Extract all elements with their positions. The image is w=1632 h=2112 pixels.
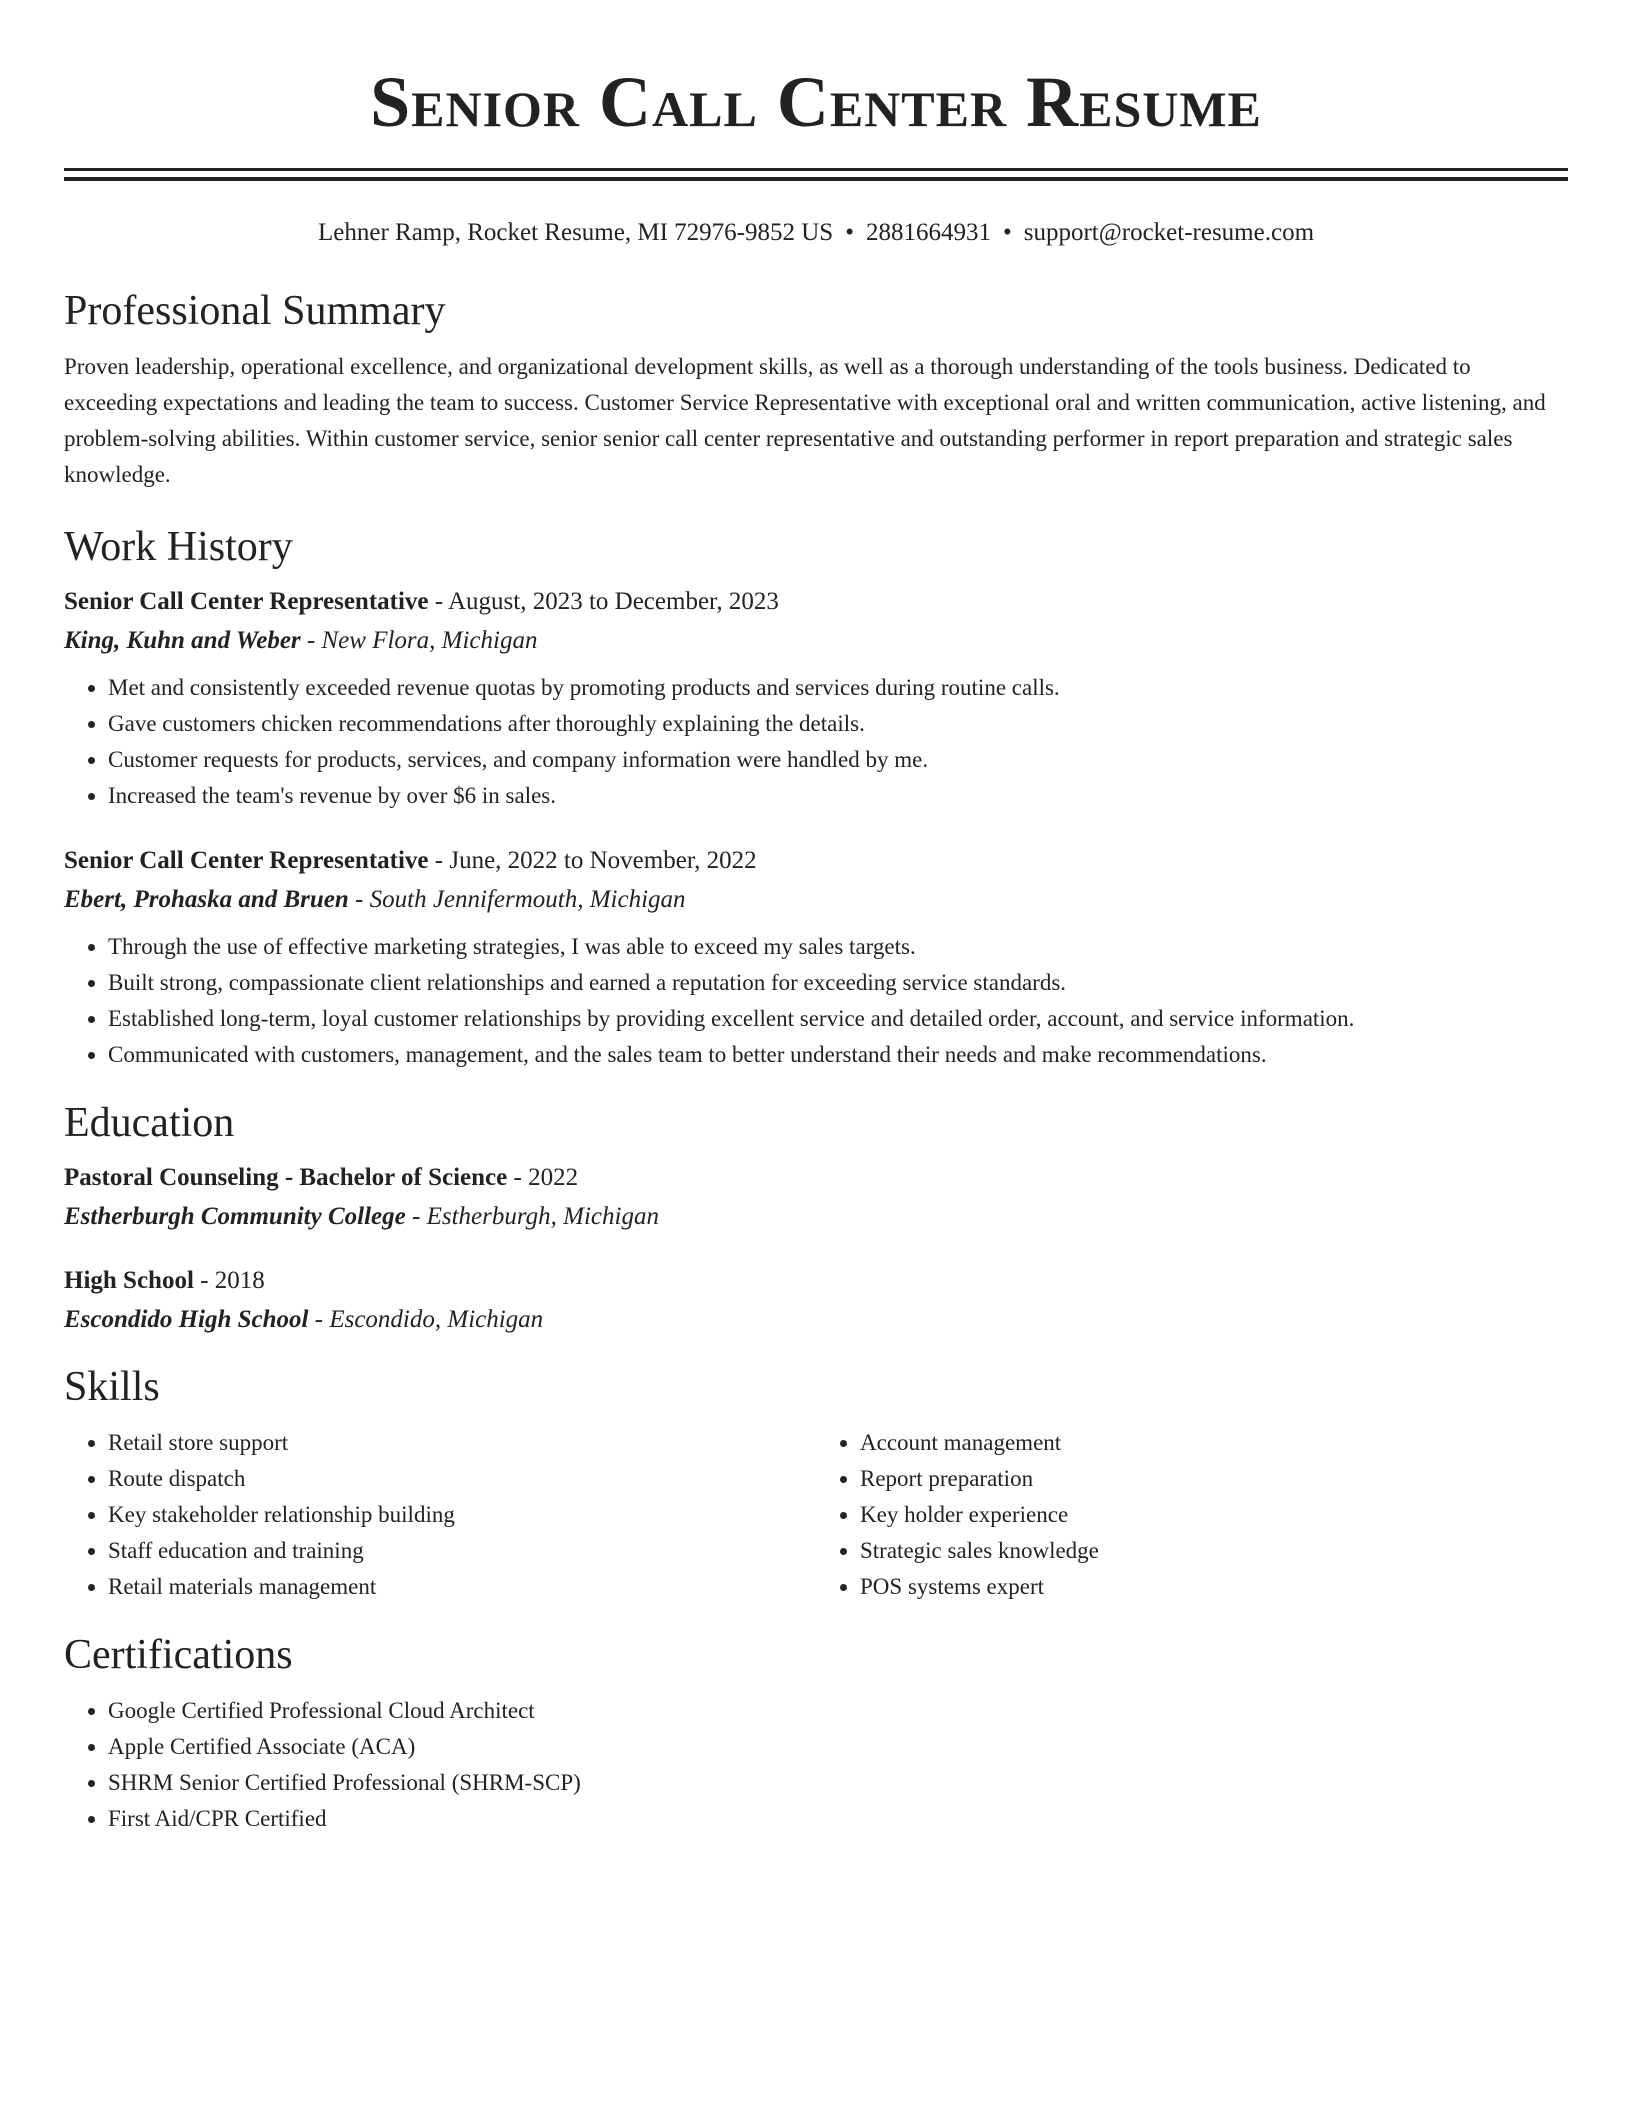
certifications-list: [64, 1693, 1568, 1837]
job-company: King, Kuhn and Weber: [64, 627, 301, 654]
list-item: • Key stakeholder relationship building: [108, 1497, 816, 1533]
skills-grid: [64, 1413, 1568, 1605]
job-location: - New Flora, Michigan: [300, 627, 538, 654]
list-item: • Report preparation: [860, 1461, 1568, 1497]
job-entry: [64, 844, 1568, 1073]
job-bullets: [64, 670, 1568, 814]
list-item: • Staff education and training: [108, 1533, 816, 1569]
degree-line: [64, 1161, 1568, 1195]
school-line: [64, 1303, 1568, 1337]
job-dates: - August, 2023 to December, 2023: [428, 588, 779, 615]
contact-line: [64, 217, 1568, 249]
job-title: Senior Call Center Representative: [64, 847, 429, 874]
skills-list-right: [816, 1425, 1568, 1605]
list-item: • Retail store support: [108, 1425, 816, 1461]
section-heading: Skills: [64, 1364, 160, 1410]
list-item: • Account management: [860, 1425, 1568, 1461]
education-entry: [64, 1161, 1568, 1234]
list-item: • SHRM Senior Certified Professional (SHRM-SCP): [108, 1765, 1568, 1801]
list-item: • Google Certified Professional Cloud Architect: [108, 1693, 1568, 1729]
degree: Pastoral Counseling - Bachelor of Science: [64, 1164, 508, 1191]
list-item: • Built strong, compassionate client relationships and earned a reputation for exceeding service standards.: [108, 965, 1568, 1001]
contact-separator: •: [1002, 219, 1012, 246]
school-line: [64, 1200, 1568, 1234]
degree: High School: [64, 1267, 194, 1294]
contact-phone: 2881664931: [865, 219, 991, 246]
skills-section: [64, 1361, 1568, 1605]
school: Escondido High School: [64, 1306, 309, 1333]
section-heading: Work History: [64, 524, 293, 570]
job-entry: [64, 585, 1568, 814]
job-title-line: [64, 844, 1568, 878]
job-title-line: [64, 585, 1568, 619]
school-location: - Estherburgh, Michigan: [405, 1203, 659, 1230]
list-item: • Customer requests for products, services, and company information were handled by me.: [108, 742, 1568, 778]
education-entry: [64, 1264, 1568, 1337]
job-title: Senior Call Center Representative: [64, 588, 429, 615]
list-item: • Route dispatch: [108, 1461, 816, 1497]
summary-section: [64, 285, 1568, 493]
section-heading: Professional Summary: [64, 288, 446, 334]
resume-title: Senior Call Center Resume: [370, 62, 1262, 142]
list-item: • Met and consistently exceeded revenue quotas by promoting products and services during routine calls.: [108, 670, 1568, 706]
skills-list-left: [64, 1425, 816, 1605]
list-item: • Key holder experience: [860, 1497, 1568, 1533]
title-rule-bottom: [64, 177, 1568, 181]
list-item: • Gave customers chicken recommendations after thoroughly explaining the details.: [108, 706, 1568, 742]
degree-year: - 2022: [507, 1164, 579, 1191]
degree-year: - 2018: [193, 1267, 265, 1294]
job-bullets: [64, 929, 1568, 1073]
school-location: - Escondido, Michigan: [308, 1306, 544, 1333]
list-item: • First Aid/CPR Certified: [108, 1801, 1568, 1837]
job-dates: - June, 2022 to November, 2022: [428, 847, 757, 874]
work-history-section: [64, 521, 1568, 1073]
contact-separator: •: [845, 219, 854, 246]
list-item: • Communicated with customers, management, and the sales team to better understand their needs and make recommendations.: [108, 1037, 1568, 1073]
list-item: • Through the use of effective marketing strategies, I was able to exceed my sales targets.: [108, 929, 1568, 965]
title-rule-top: [64, 168, 1568, 171]
summary-text: Proven leadership, operational excellence, and organizational development skills, as well as a thorough understanding of the tools business. Dedicated to exceeding expectations and leading the team to success. Customer Service Representative with exceptional oral and written communication, active listening, and problem-solving abilities. Within customer service, senior senior call center representative and outstanding performer in report preparation and strategic sales knowledge.: [64, 354, 1546, 487]
job-location: - South Jennifermouth, Michigan: [348, 886, 686, 913]
job-company: Ebert, Prohaska and Bruen: [64, 886, 349, 913]
degree-line: [64, 1264, 1568, 1298]
list-item: • Strategic sales knowledge: [860, 1533, 1568, 1569]
education-section: [64, 1097, 1568, 1337]
contact-address: Lehner Ramp, Rocket Resume, MI 72976-9852 US: [317, 219, 834, 246]
list-item: • Established long-term, loyal customer relationships by providing excellent service and detailed order, account, and service information.: [108, 1001, 1568, 1037]
list-item: • Apple Certified Associate (ACA): [108, 1729, 1568, 1765]
contact-email: support@rocket-resume.com: [1023, 219, 1315, 246]
school: Estherburgh Community College: [64, 1203, 406, 1230]
list-item: • Increased the team's revenue by over $6 in sales.: [108, 778, 1568, 814]
job-company-line: [64, 624, 1568, 658]
section-heading: Education: [64, 1100, 235, 1146]
list-item: • POS systems expert: [860, 1569, 1568, 1605]
section-heading: Certifications: [64, 1632, 293, 1678]
list-item: • Retail materials management: [108, 1569, 816, 1605]
job-company-line: [64, 883, 1568, 917]
certifications-section: [64, 1629, 1568, 1837]
